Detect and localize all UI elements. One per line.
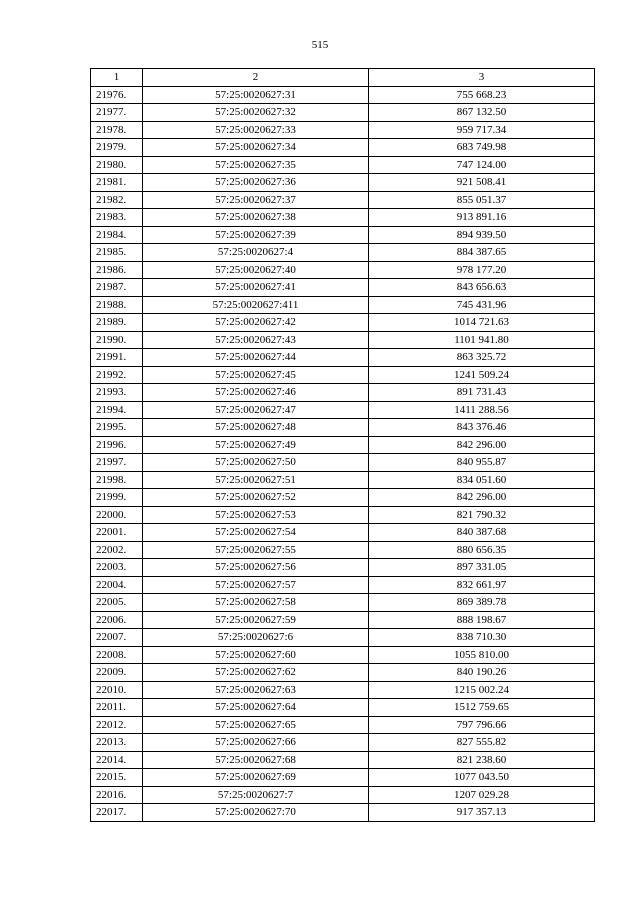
header-cell-1: 1 bbox=[91, 69, 143, 87]
header-cell-2: 2 bbox=[143, 69, 369, 87]
row-number-cell: 21995. bbox=[91, 419, 143, 437]
cadastral-number-cell: 57:25:0020627:41 bbox=[143, 279, 369, 297]
table-row bbox=[91, 716, 595, 734]
cadastral-value-cell: 832 661.97 bbox=[369, 576, 595, 594]
table-row bbox=[91, 174, 595, 192]
cadastral-number-cell: 57:25:0020627:57 bbox=[143, 576, 369, 594]
cadastral-value-cell: 1014 721.63 bbox=[369, 314, 595, 332]
cadastral-number-cell: 57:25:0020627:65 bbox=[143, 716, 369, 734]
row-number-cell: 22006. bbox=[91, 611, 143, 629]
cadastral-value-cell: 838 710.30 bbox=[369, 629, 595, 647]
header-cell-3: 3 bbox=[369, 69, 595, 87]
table-row bbox=[91, 261, 595, 279]
table-row bbox=[91, 541, 595, 559]
cadastral-value-cell: 855 051.37 bbox=[369, 191, 595, 209]
cadastral-value-cell: 867 132.50 bbox=[369, 104, 595, 122]
cadastral-number-cell: 57:25:0020627:62 bbox=[143, 664, 369, 682]
cadastral-number-cell: 57:25:0020627:39 bbox=[143, 226, 369, 244]
cadastral-value-cell: 897 331.05 bbox=[369, 559, 595, 577]
table-row bbox=[91, 699, 595, 717]
table-row bbox=[91, 121, 595, 139]
row-number-cell: 21997. bbox=[91, 454, 143, 472]
cadastral-number-cell: 57:25:0020627:64 bbox=[143, 699, 369, 717]
cadastral-number-cell: 57:25:0020627:33 bbox=[143, 121, 369, 139]
cadastral-value-cell: 745 431.96 bbox=[369, 296, 595, 314]
cadastral-number-cell: 57:25:0020627:50 bbox=[143, 454, 369, 472]
cadastral-value-cell: 797 796.66 bbox=[369, 716, 595, 734]
cadastral-number-cell: 57:25:0020627:54 bbox=[143, 524, 369, 542]
row-number-cell: 22015. bbox=[91, 769, 143, 787]
table-header-row bbox=[91, 69, 595, 87]
cadastral-value-cell: 842 296.00 bbox=[369, 489, 595, 507]
row-number-cell: 21984. bbox=[91, 226, 143, 244]
cadastral-number-cell: 57:25:0020627:53 bbox=[143, 506, 369, 524]
row-number-cell: 21991. bbox=[91, 349, 143, 367]
table-row bbox=[91, 401, 595, 419]
row-number-cell: 22007. bbox=[91, 629, 143, 647]
cadastral-number-cell: 57:25:0020627:55 bbox=[143, 541, 369, 559]
cadastral-value-cell: 869 389.78 bbox=[369, 594, 595, 612]
cadastral-value-cell: 894 939.50 bbox=[369, 226, 595, 244]
table-row bbox=[91, 751, 595, 769]
row-number-cell: 21996. bbox=[91, 436, 143, 454]
row-number-cell: 22002. bbox=[91, 541, 143, 559]
cadastral-value-cell: 1077 043.50 bbox=[369, 769, 595, 787]
cadastral-value-cell: 1101 941.80 bbox=[369, 331, 595, 349]
cadastral-value-cell: 747 124.00 bbox=[369, 156, 595, 174]
table-row bbox=[91, 646, 595, 664]
row-number-cell: 21977. bbox=[91, 104, 143, 122]
table-row bbox=[91, 296, 595, 314]
table-row bbox=[91, 384, 595, 402]
row-number-cell: 21994. bbox=[91, 401, 143, 419]
table-row bbox=[91, 454, 595, 472]
cadastral-value-cell: 884 387.65 bbox=[369, 244, 595, 262]
cadastral-number-cell: 57:25:0020627:37 bbox=[143, 191, 369, 209]
cadastral-number-cell: 57:25:0020627:59 bbox=[143, 611, 369, 629]
row-number-cell: 22003. bbox=[91, 559, 143, 577]
cadastral-value-cell: 1215 002.24 bbox=[369, 681, 595, 699]
table-row bbox=[91, 681, 595, 699]
table-row bbox=[91, 366, 595, 384]
row-number-cell: 22009. bbox=[91, 664, 143, 682]
cadastral-value-cell: 921 508.41 bbox=[369, 174, 595, 192]
cadastral-number-cell: 57:25:0020627:56 bbox=[143, 559, 369, 577]
row-number-cell: 21976. bbox=[91, 86, 143, 104]
row-number-cell: 22011. bbox=[91, 699, 143, 717]
cadastral-number-cell: 57:25:0020627:31 bbox=[143, 86, 369, 104]
cadastral-value-table bbox=[90, 68, 595, 822]
table-row bbox=[91, 191, 595, 209]
row-number-cell: 22008. bbox=[91, 646, 143, 664]
row-number-cell: 22016. bbox=[91, 786, 143, 804]
cadastral-number-cell: 57:25:0020627:32 bbox=[143, 104, 369, 122]
cadastral-value-cell: 683 749.98 bbox=[369, 139, 595, 157]
cadastral-number-cell: 57:25:0020627:42 bbox=[143, 314, 369, 332]
row-number-cell: 21989. bbox=[91, 314, 143, 332]
table-row bbox=[91, 156, 595, 174]
table-row bbox=[91, 664, 595, 682]
cadastral-value-cell: 891 731.43 bbox=[369, 384, 595, 402]
cadastral-number-cell: 57:25:0020627:35 bbox=[143, 156, 369, 174]
cadastral-number-cell: 57:25:0020627:45 bbox=[143, 366, 369, 384]
row-number-cell: 22001. bbox=[91, 524, 143, 542]
table-row bbox=[91, 279, 595, 297]
cadastral-value-cell: 917 357.13 bbox=[369, 804, 595, 822]
row-number-cell: 22005. bbox=[91, 594, 143, 612]
cadastral-value-cell: 880 656.35 bbox=[369, 541, 595, 559]
cadastral-value-cell: 843 376.46 bbox=[369, 419, 595, 437]
table-row bbox=[91, 576, 595, 594]
row-number-cell: 21993. bbox=[91, 384, 143, 402]
row-number-cell: 21981. bbox=[91, 174, 143, 192]
cadastral-number-cell: 57:25:0020627:7 bbox=[143, 786, 369, 804]
cadastral-number-cell: 57:25:0020627:51 bbox=[143, 471, 369, 489]
row-number-cell: 21987. bbox=[91, 279, 143, 297]
table-row bbox=[91, 804, 595, 822]
row-number-cell: 21990. bbox=[91, 331, 143, 349]
table-row bbox=[91, 734, 595, 752]
row-number-cell: 21983. bbox=[91, 209, 143, 227]
row-number-cell: 22012. bbox=[91, 716, 143, 734]
table-row bbox=[91, 244, 595, 262]
cadastral-value-cell: 863 325.72 bbox=[369, 349, 595, 367]
cadastral-number-cell: 57:25:0020627:6 bbox=[143, 629, 369, 647]
cadastral-number-cell: 57:25:0020627:34 bbox=[143, 139, 369, 157]
cadastral-value-cell: 1411 288.56 bbox=[369, 401, 595, 419]
cadastral-value-cell: 1207 029.28 bbox=[369, 786, 595, 804]
cadastral-number-cell: 57:25:0020627:47 bbox=[143, 401, 369, 419]
cadastral-number-cell: 57:25:0020627:63 bbox=[143, 681, 369, 699]
row-number-cell: 22000. bbox=[91, 506, 143, 524]
cadastral-number-cell: 57:25:0020627:38 bbox=[143, 209, 369, 227]
table-row bbox=[91, 471, 595, 489]
table-row bbox=[91, 769, 595, 787]
table-row bbox=[91, 611, 595, 629]
row-number-cell: 21978. bbox=[91, 121, 143, 139]
row-number-cell: 22013. bbox=[91, 734, 143, 752]
page-number: 515 bbox=[311, 39, 329, 51]
cadastral-number-cell: 57:25:0020627:49 bbox=[143, 436, 369, 454]
row-number-cell: 21982. bbox=[91, 191, 143, 209]
cadastral-number-cell: 57:25:0020627:4 bbox=[143, 244, 369, 262]
cadastral-value-cell: 959 717.34 bbox=[369, 121, 595, 139]
cadastral-number-cell: 57:25:0020627:66 bbox=[143, 734, 369, 752]
table-row bbox=[91, 594, 595, 612]
row-number-cell: 21988. bbox=[91, 296, 143, 314]
table-row bbox=[91, 436, 595, 454]
table-row bbox=[91, 139, 595, 157]
row-number-cell: 21999. bbox=[91, 489, 143, 507]
cadastral-number-cell: 57:25:0020627:411 bbox=[143, 296, 369, 314]
cadastral-number-cell: 57:25:0020627:48 bbox=[143, 419, 369, 437]
row-number-cell: 22017. bbox=[91, 804, 143, 822]
cadastral-number-cell: 57:25:0020627:70 bbox=[143, 804, 369, 822]
cadastral-number-cell: 57:25:0020627:60 bbox=[143, 646, 369, 664]
cadastral-number-cell: 57:25:0020627:52 bbox=[143, 489, 369, 507]
row-number-cell: 22010. bbox=[91, 681, 143, 699]
table-row bbox=[91, 629, 595, 647]
row-number-cell: 21979. bbox=[91, 139, 143, 157]
table-row bbox=[91, 786, 595, 804]
cadastral-number-cell: 57:25:0020627:69 bbox=[143, 769, 369, 787]
table-row bbox=[91, 524, 595, 542]
cadastral-value-cell: 1512 759.65 bbox=[369, 699, 595, 717]
table-row bbox=[91, 349, 595, 367]
table-row bbox=[91, 331, 595, 349]
cadastral-number-cell: 57:25:0020627:46 bbox=[143, 384, 369, 402]
cadastral-number-cell: 57:25:0020627:40 bbox=[143, 261, 369, 279]
row-number-cell: 22004. bbox=[91, 576, 143, 594]
row-number-cell: 21985. bbox=[91, 244, 143, 262]
cadastral-number-cell: 57:25:0020627:43 bbox=[143, 331, 369, 349]
table-row bbox=[91, 419, 595, 437]
row-number-cell: 21992. bbox=[91, 366, 143, 384]
cadastral-value-cell: 843 656.63 bbox=[369, 279, 595, 297]
table-row bbox=[91, 559, 595, 577]
table-row bbox=[91, 489, 595, 507]
cadastral-value-cell: 840 190.26 bbox=[369, 664, 595, 682]
cadastral-value-cell: 978 177.20 bbox=[369, 261, 595, 279]
cadastral-value-cell: 840 955.87 bbox=[369, 454, 595, 472]
table-row bbox=[91, 86, 595, 104]
cadastral-number-cell: 57:25:0020627:68 bbox=[143, 751, 369, 769]
cadastral-number-cell: 57:25:0020627:44 bbox=[143, 349, 369, 367]
table-row bbox=[91, 226, 595, 244]
table-row bbox=[91, 314, 595, 332]
row-number-cell: 21980. bbox=[91, 156, 143, 174]
row-number-cell: 21998. bbox=[91, 471, 143, 489]
cadastral-value-cell: 755 668.23 bbox=[369, 86, 595, 104]
cadastral-value-cell: 1055 810.00 bbox=[369, 646, 595, 664]
cadastral-value-cell: 888 198.67 bbox=[369, 611, 595, 629]
cadastral-value-cell: 913 891.16 bbox=[369, 209, 595, 227]
cadastral-value-cell: 827 555.82 bbox=[369, 734, 595, 752]
cadastral-value-cell: 840 387.68 bbox=[369, 524, 595, 542]
cadastral-number-cell: 57:25:0020627:58 bbox=[143, 594, 369, 612]
cadastral-value-cell: 1241 509.24 bbox=[369, 366, 595, 384]
table-row bbox=[91, 209, 595, 227]
row-number-cell: 21986. bbox=[91, 261, 143, 279]
row-number-cell: 22014. bbox=[91, 751, 143, 769]
table-row bbox=[91, 104, 595, 122]
cadastral-value-cell: 834 051.60 bbox=[369, 471, 595, 489]
cadastral-value-cell: 842 296.00 bbox=[369, 436, 595, 454]
table-row bbox=[91, 506, 595, 524]
cadastral-value-cell: 821 790.32 bbox=[369, 506, 595, 524]
cadastral-number-cell: 57:25:0020627:36 bbox=[143, 174, 369, 192]
cadastral-value-cell: 821 238.60 bbox=[369, 751, 595, 769]
